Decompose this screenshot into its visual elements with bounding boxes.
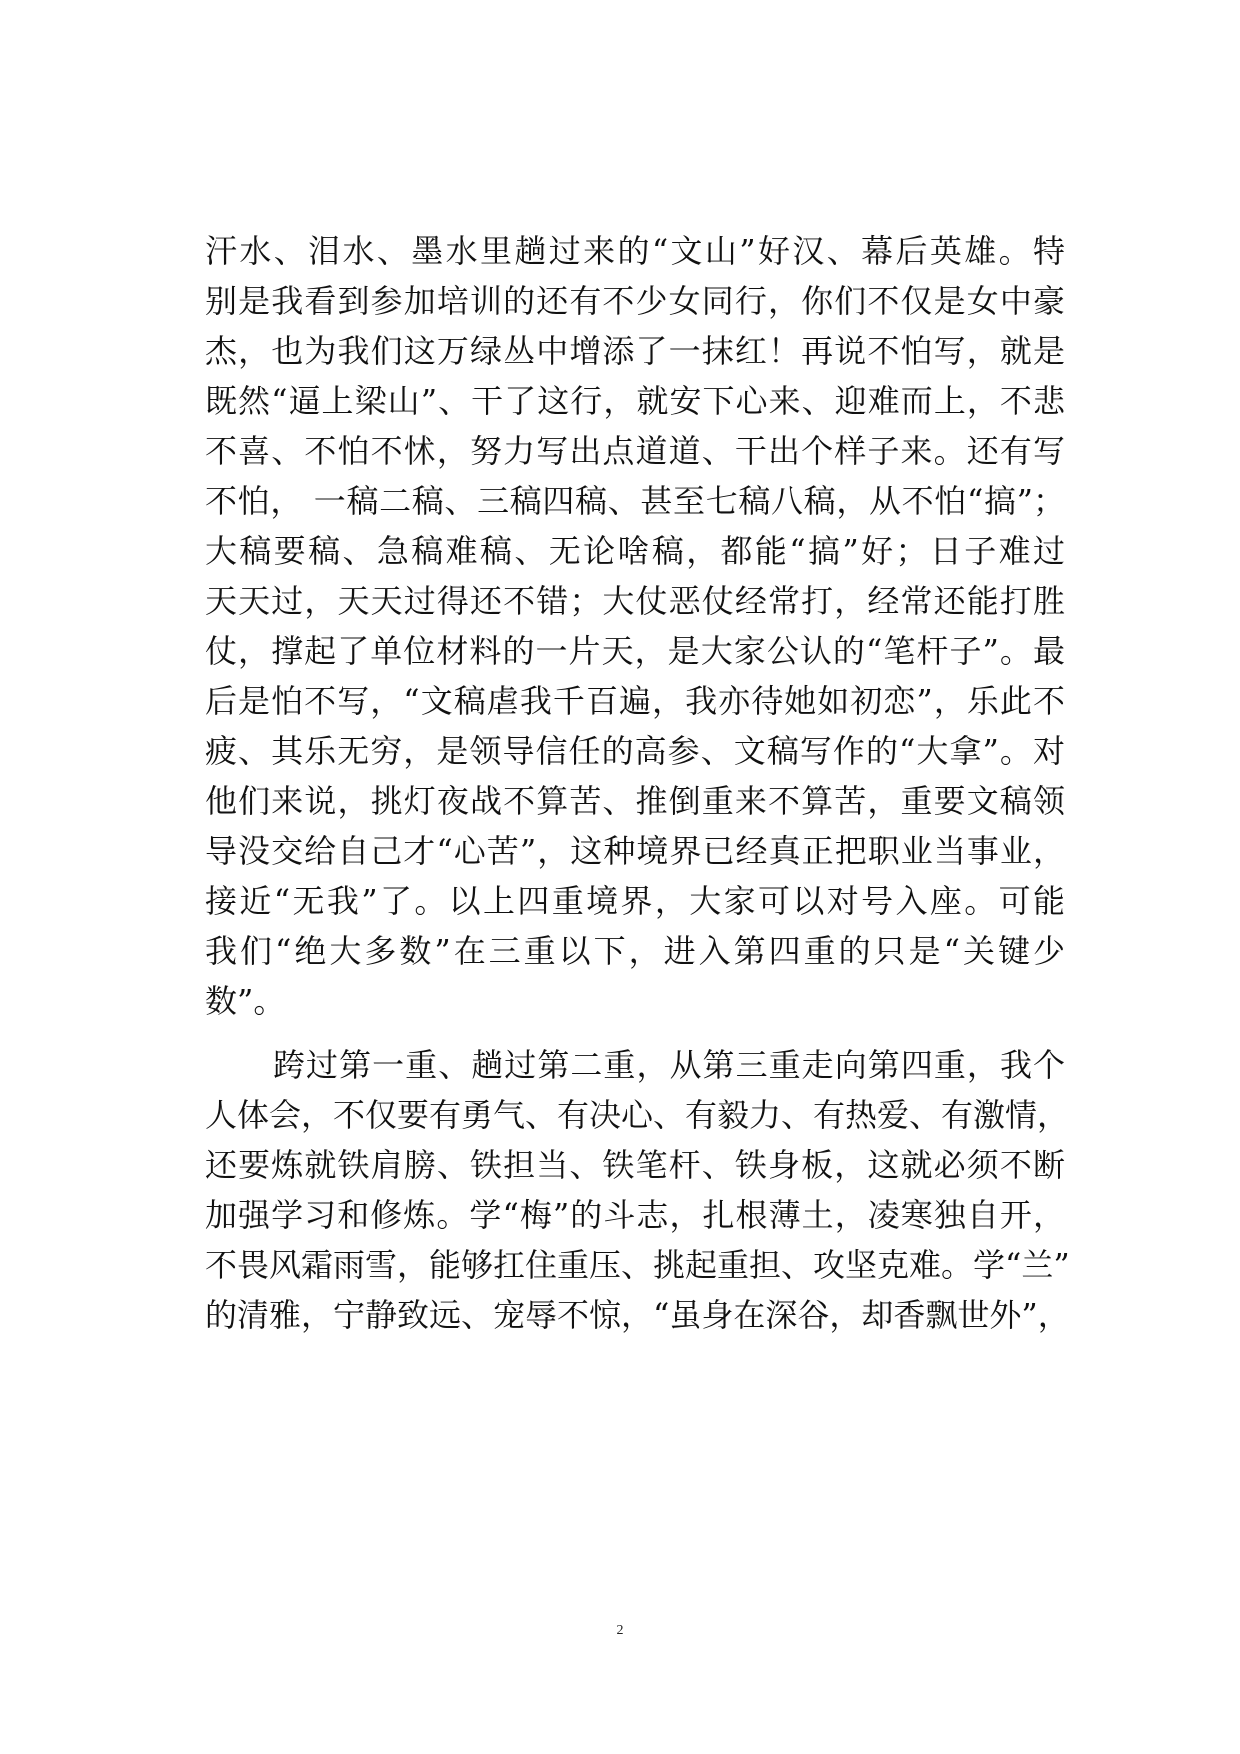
text-line: 杰，也为我们这万绿丛中增添了一抹红！再说不怕写，就是 — [205, 332, 1065, 370]
text-line: 还要炼就铁肩膀、铁担当、铁笔杆、铁身板，这就必须不断 — [205, 1146, 1065, 1184]
text-line: 加强学习和修炼。学“梅”的斗志，扎根薄土，凌寒独自开， — [205, 1196, 1065, 1234]
text-line: 仗，撑起了单位材料的一片天，是大家公认的“笔杆子”。最 — [205, 632, 1065, 670]
text-line: 后是怕不写，“文稿虐我千百遍，我亦待她如初恋”，乐此不 — [205, 682, 1065, 720]
paragraph-2 — [205, 1040, 1070, 1340]
text-line: 既然“逼上梁山”、干了这行，就安下心来、迎难而上，不悲 — [205, 382, 1065, 420]
text-line: 大稿要稿、急稿难稿、无论啥稿，都能“搞”好；日子难过 — [205, 532, 1065, 570]
text-line: 人体会，不仅要有勇气、有决心、有毅力、有热爱、有激情， — [205, 1096, 1070, 1134]
text-line: 他们来说，挑灯夜战不算苦、推倒重来不算苦，重要文稿领 — [205, 782, 1065, 820]
text-line: 不畏风霜雨雪，能够扛住重压、挑起重担、攻坚克难。学“兰” — [205, 1246, 1070, 1284]
text-line: 数”。 — [205, 982, 286, 1020]
text-line: 跨过第一重、趟过第二重，从第三重走向第四重，我个 — [273, 1046, 1065, 1084]
text-line: 接近“无我”了。以上四重境界，大家可以对号入座。可能 — [205, 882, 1065, 920]
text-line: 导没交给自己才“心苦”，这种境界已经真正把职业当事业， — [205, 832, 1065, 870]
text-line: 别是我看到参加培训的还有不少女同行，你们不仅是女中豪 — [205, 282, 1065, 320]
text-line: 汗水、泪水、墨水里趟过来的“文山”好汉、幕后英雄。特 — [205, 232, 1065, 270]
paragraph-1 — [205, 226, 1065, 1026]
text-line: 我们“绝大多数”在三重以下，进入第四重的只是“关键少 — [205, 932, 1065, 970]
text-line: 疲、其乐无穷，是领导信任的高参、文稿写作的“大拿”。对 — [205, 732, 1065, 770]
body-text — [205, 226, 1070, 1340]
text-line: 的清雅，宁静致远、宠辱不惊，“虽身在深谷，却香飘世外”， — [205, 1296, 1070, 1334]
text-line: 天天过，天天过得还不错；大仗恶仗经常打，经常还能打胜 — [205, 582, 1065, 620]
page-number: 2 — [616, 1623, 624, 1638]
paragraph-spacing — [205, 1026, 1065, 1040]
text-line: 不喜、不怕不怵，努力写出点道道、干出个样子来。还有写 — [205, 432, 1065, 470]
text-line: 不怕， 一稿二稿、三稿四稿、甚至七稿八稿，从不怕“搞”； — [205, 482, 1065, 520]
